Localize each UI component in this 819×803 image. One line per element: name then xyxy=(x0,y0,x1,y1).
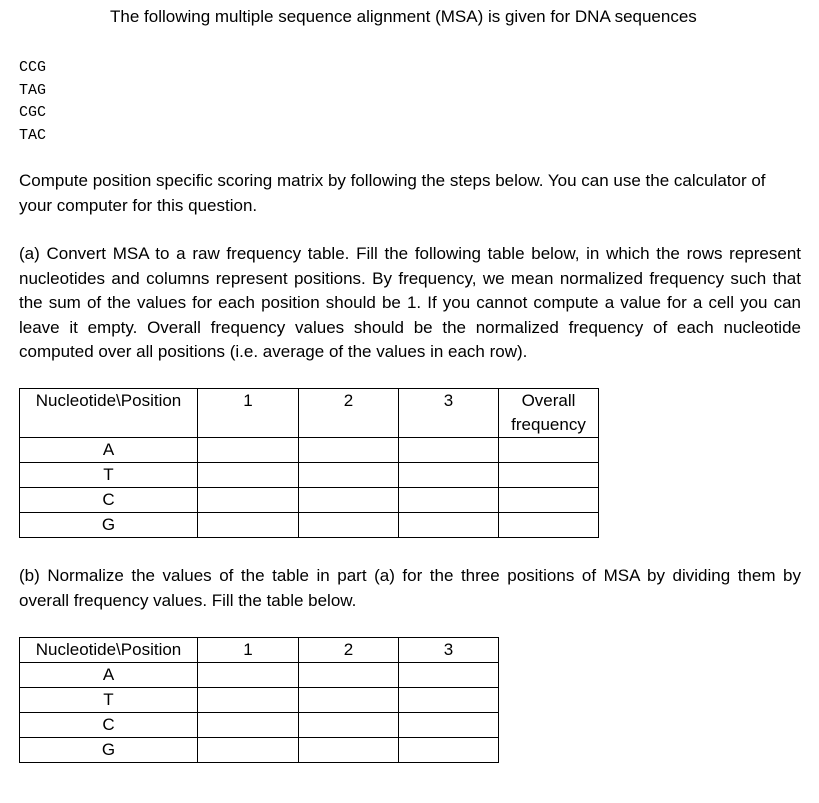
row-label: A xyxy=(20,438,198,463)
table-cell[interactable] xyxy=(299,488,399,513)
column-header: 2 xyxy=(299,638,399,663)
table-cell[interactable] xyxy=(399,663,499,688)
table-cell[interactable] xyxy=(499,463,599,488)
column-header: 1 xyxy=(198,638,299,663)
column-header: 3 xyxy=(399,638,499,663)
table-cell[interactable] xyxy=(399,463,499,488)
overall-frequency-header xyxy=(499,389,599,438)
table-cell[interactable] xyxy=(399,488,499,513)
table-cell[interactable] xyxy=(198,488,299,513)
table-corner-header: Nucleotide\Position xyxy=(20,638,198,663)
row-label: G xyxy=(20,738,198,763)
table-cell[interactable] xyxy=(399,438,499,463)
overall-header-line: Overall xyxy=(521,391,576,410)
table-cell[interactable] xyxy=(198,713,299,738)
row-label: A xyxy=(20,663,198,688)
table-cell[interactable] xyxy=(198,663,299,688)
msa-sequence: TAC xyxy=(19,126,47,144)
table-cell[interactable] xyxy=(299,688,399,713)
table-cell[interactable] xyxy=(299,738,399,763)
instructions-text: Compute position specific scoring matrix by following the steps below. You can use the calculator of your computer for this question. xyxy=(19,171,766,215)
table-cell[interactable] xyxy=(299,463,399,488)
table-cell[interactable] xyxy=(299,663,399,688)
msa-sequence: CCG xyxy=(19,59,47,76)
row-label: C xyxy=(20,713,198,738)
table-cell[interactable] xyxy=(198,463,299,488)
table-cell[interactable] xyxy=(499,513,599,538)
table-cell[interactable] xyxy=(198,438,299,463)
table-cell[interactable] xyxy=(399,738,499,763)
table-cell[interactable] xyxy=(198,513,299,538)
normalized-table xyxy=(19,637,499,763)
overall-header-line: frequency xyxy=(511,415,586,434)
column-header: 2 xyxy=(299,389,399,438)
table-cell[interactable] xyxy=(399,513,499,538)
table-cell[interactable] xyxy=(198,738,299,763)
table-cell[interactable] xyxy=(299,513,399,538)
column-header: 3 xyxy=(399,389,499,438)
table-cell[interactable] xyxy=(299,438,399,463)
raw-frequency-table xyxy=(19,388,599,538)
table-cell[interactable] xyxy=(399,688,499,713)
msa-sequence: CGC xyxy=(19,104,47,121)
part-b-text: (b) Normalize the values of the table in part (a) for the three positions of MSA by dividing them by overall frequency values. Fill the table below. xyxy=(19,566,801,610)
table-corner-header: Nucleotide\Position xyxy=(20,389,198,438)
table-cell[interactable] xyxy=(499,438,599,463)
msa-sequence: TAG xyxy=(19,81,47,99)
table-cell[interactable] xyxy=(198,688,299,713)
table-cell[interactable] xyxy=(299,713,399,738)
msa-block xyxy=(19,57,46,147)
table-cell[interactable] xyxy=(499,488,599,513)
column-header: 1 xyxy=(198,389,299,438)
question-title: The following multiple sequence alignment (MSA) is given for DNA sequences xyxy=(110,7,697,26)
row-label: T xyxy=(20,463,198,488)
row-label: G xyxy=(20,513,198,538)
part-a-text: (a) Convert MSA to a raw frequency table. Fill the following table below, in which the rows represent nucleotides and columns represent positions. By frequency, we mean normalized frequency such that the sum of the values for each position should be 1. If you cannot compute a value for a cell you can leave it empty. Overall frequency values should be the normalized frequency of each nucleotide computed over all positions (i.e. average of the values in each row). xyxy=(19,244,801,361)
row-label: T xyxy=(20,688,198,713)
row-label: C xyxy=(20,488,198,513)
table-cell[interactable] xyxy=(399,713,499,738)
